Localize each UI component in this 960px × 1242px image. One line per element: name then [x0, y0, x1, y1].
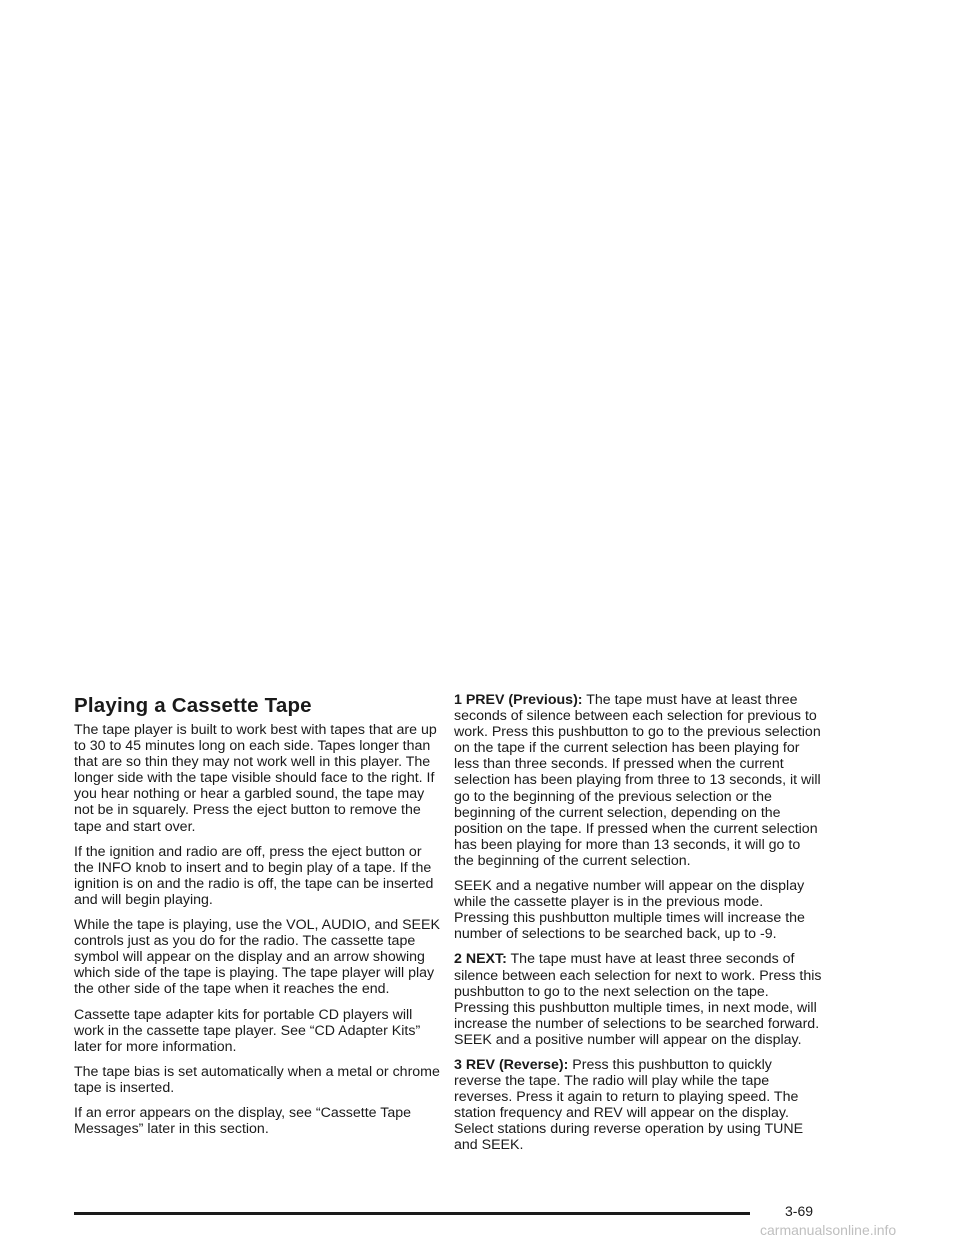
next-text: The tape must have at least three seconds of silence between each selection for next to work. Press this pushbutton to go to the next selection on the tape. Pressing this pushbutton multiple times, in next mode, will increase the number of selections to be searched forward. SEEK and a positive number will appear on the display. — [454, 951, 822, 1048]
next-paragraph — [454, 951, 822, 1048]
paragraph-error: If an error appears on the display, see “Cassette Tape Messages” later in this section. — [74, 1104, 412, 1138]
paragraph-adapter-kits: Cassette tape adapter kits for portable CD players will work in the cassette tape player. See “CD Adapter Kits” later for more information. — [74, 1006, 421, 1055]
watermark: carmanualsonline.info — [760, 1222, 897, 1238]
right-column — [454, 692, 822, 1163]
paragraph-insert-tape: If the ignition and radio are off, press the eject button or the INFO knob to insert and to begin play of a tape. If the ignition is on and the radio is off, the tape can be inserted and will begin playing. — [74, 843, 434, 908]
prev-lead: 1 PREV (Previous): — [454, 692, 583, 708]
section-title: Playing a Cassette Tape — [74, 694, 312, 717]
left-column — [74, 694, 440, 1146]
footer-rule — [74, 1212, 750, 1215]
next-lead: 2 NEXT: — [454, 951, 507, 968]
paragraph-tape-length: The tape player is built to work best with tapes that are up to 30 to 45 minutes long on each side. Tapes longer than that are so thin they may not work well in this player. The longer side with the tape visible should face to the right. If you hear nothing or hear a garbled sound, the tape may not be in squarely. Press the eject button to remove the tape and start over. — [74, 722, 437, 835]
paragraph-controls: While the tape is playing, use the VOL, AUDIO, and SEEK controls just as you do for the radio. The cassette tape symbol will appear on the display and an arrow showing which side of the tape is playing. The tape player will play the other side of the tape when it reaches the end. — [74, 917, 440, 998]
prev-paragraph — [454, 692, 822, 869]
prev-text: The tape must have at least three seconds of silence between each selection for previous to work. Press this pushbutton to go to the previous selection on the tape if the current selection has been playing for less than three seconds. If pressed when the current selection has been playing from three to 13 seconds, it will go to the beginning of the previous selection or the beginning of the current selection, depending on the position on the tape. If pressed when the current selection has been playing for more than 13 seconds, it will go to the beginning of the current selection. — [454, 692, 821, 869]
rev-lead: 3 REV (Reverse): — [454, 1056, 569, 1073]
rev-text: Press this pushbutton to quickly reverse the tape. The radio will play while the tape reverses. Press it again to return to playing speed. The station frequency and REV will appear on the display. Select stations during reverse operation by using TUNE and SEEK. — [454, 1056, 804, 1154]
seek-note-paragraph: SEEK and a negative number will appear on the display while the cassette player is in the previous mode. Pressing this pushbutton multiple times will increase the number of selections to be searched back, up to -9. — [454, 878, 805, 943]
page-number: 3-69 — [785, 1203, 814, 1219]
rev-paragraph — [454, 1057, 822, 1154]
paragraph-tape-bias: The tape bias is set automatically when a metal or chrome tape is inserted. — [74, 1063, 440, 1096]
